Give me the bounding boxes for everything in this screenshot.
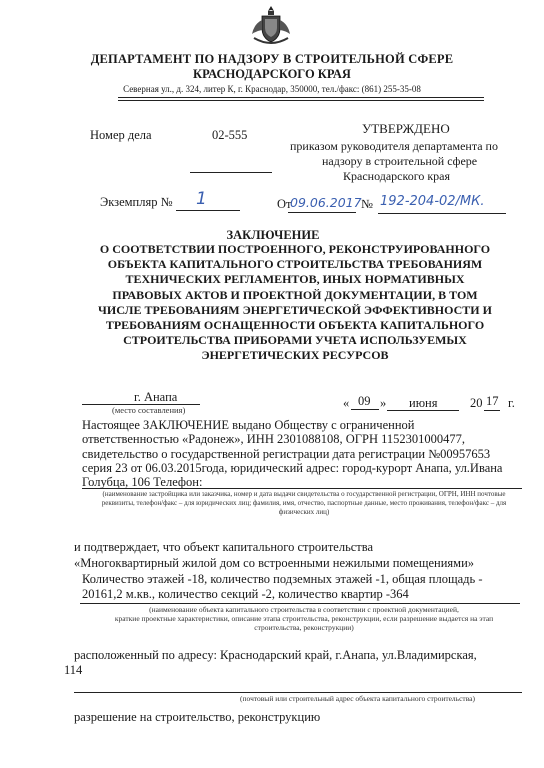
conclusion-title: ЗАКЛЮЧЕНИЕ [226, 228, 320, 242]
date-year-label: г. [508, 396, 515, 410]
conclusion-line: О СООТВЕТСТВИИ ПОСТРОЕННОГО, РЕКОНСТРУИРОВАННОГО [99, 242, 491, 256]
order-from-label: От [277, 197, 292, 211]
header-title-line2: КРАСНОДАРСКОГО КРАЯ [193, 67, 351, 81]
object-name: «Многоквартирный жилой дом со встроенными нежилыми помещениями» [74, 556, 475, 570]
caption-line: строительства, реконструкции) [254, 623, 354, 632]
coat-of-arms-icon [248, 4, 294, 48]
date-month: июня [409, 396, 438, 410]
copy-number-underline [176, 210, 240, 211]
applicant-caption [84, 490, 524, 517]
copy-number-value: 1 [196, 189, 207, 209]
object-underline [80, 603, 520, 604]
case-number-label: Номер дела [90, 128, 152, 142]
conclusion-line: ЭНЕРГЕТИЧЕСКИХ РЕСУРСОВ [201, 348, 389, 363]
date-day: 09 [358, 394, 371, 408]
paragraph-line: свидетельство о государственной регистрации дата регистрации №00957653 [82, 446, 491, 461]
case-number-value: 02-555 [212, 128, 248, 142]
header-divider-thin [118, 100, 484, 101]
header-title-line1: ДЕПАРТАМЕНТ ПО НАДЗОРУ В СТРОИТЕЛЬНОЙ СФЕРЕ [90, 52, 454, 66]
object-details [82, 572, 522, 602]
applicant-underline [82, 488, 522, 489]
place-city: г. Анапа [134, 390, 178, 404]
header-address: Северная ул., д. 324, литер К, г. Краснодар, 350000, тел./факс: (861) 255-35-08 [123, 84, 421, 94]
details-line: 20161,2 м.кв., количество секций -2, количество квартир -364 [82, 587, 409, 601]
order-date-underline [288, 212, 356, 213]
paragraph-line: Голубца, 106 Телефон: [82, 475, 203, 490]
paragraph-line: серия 23 от 06.03.2015года, юридический адрес: город-курорт Анапа, ул.Ивана [82, 460, 503, 475]
date-quote-open: « [343, 396, 350, 410]
caption-line: физических лиц) [278, 508, 330, 516]
location-text [64, 648, 524, 678]
conclusion-line: ТРЕБОВАНИЯМ ОСНАЩЕННОСТИ ОБЪЕКТА КАПИТАЛЬНОГО [105, 318, 485, 333]
object-caption [84, 605, 524, 632]
order-number-underline [378, 213, 506, 214]
caption-line: краткие проектные характеристики, описание этапа строительства, реконструкции, если разрешение выдается на этап [114, 614, 494, 623]
date-quote-close: » [380, 396, 387, 410]
date-month-underline [387, 410, 459, 411]
conclusion-line: СТРОИТЕЛЬСТВА ПРИБОРАМИ УЧЕТА ИСПОЛЬЗУЕМЫХ [123, 333, 467, 348]
approval-line1: приказом руководителя департамента по [290, 139, 498, 153]
conclusion-line: ПРАВОВЫХ АКТОВ И ПРОЕКТНОЙ ДОКУМЕНТАЦИИ, В ТОМ [112, 287, 478, 302]
order-number: 192-204-02/МК. [380, 194, 485, 209]
permit-text: разрешение на строительство, реконструкцию [74, 710, 321, 724]
paragraph-line: ответственностью «Радонеж», ИНН 2301088108, ОГРН 1152301000477, [82, 432, 466, 447]
caption-line: (наименование объекта капитального строительства в соответствии с проектной документацией, [149, 605, 459, 614]
approval-title: УТВЕРЖДЕНО [362, 121, 450, 136]
date-day-underline [351, 409, 379, 410]
order-date: 09.06.2017 [290, 195, 362, 210]
conclusion-subtitle [80, 242, 510, 364]
conclusion-line: ТЕХНИЧЕСКИХ РЕГЛАМЕНТОВ, ИНЫХ НОРМАТИВНЫХ [125, 272, 465, 287]
conclusion-line: ЧИСЛЕ ТРЕБОВАНИЯМ ЭНЕРГЕТИЧЕСКОЙ ЭФФЕКТИВНОСТИ И [98, 302, 492, 317]
date-year-prefix: 20 [470, 396, 483, 410]
approval-line3: Краснодарского края [343, 169, 451, 183]
details-line: Количество этажей -18, количество подземных этажей -1, общая площадь - [82, 572, 483, 586]
approval-line2: надзору в строительной сфере [322, 154, 478, 168]
location-caption: (почтовый или строительный адрес объекта капитального строительства) [240, 694, 475, 703]
location-line: расположенный по адресу: Краснодарский край, г.Анапа, ул.Владимирская, [74, 648, 477, 662]
conclusion-line: ОБЪЕКТА КАПИТАЛЬНОГО СТРОИТЕЛЬСТВА ТРЕБОВАНИЯМ [107, 257, 483, 272]
header-divider [118, 97, 484, 98]
paragraph-line: Настоящее ЗАКЛЮЧЕНИЕ выдано Обществу с ограниченной [82, 418, 415, 432]
place-caption: (место составления) [112, 405, 186, 415]
location-line: 114 [64, 663, 83, 677]
order-number-label: № [361, 197, 373, 211]
caption-line: реквизиты, телефон/факс – для юридических лиц; фамилия, имя, отчество, паспортные данные, место проживания, телефон/факс – для [101, 499, 507, 507]
confirms-text: и подтверждает, что объект капитального строительства [74, 540, 374, 554]
date-year-underline [484, 410, 500, 411]
caption-line: (наименование застройщика или заказчика, номер и дата выдачи свидетельства о государственной регистрации, ОГРН, ИНН почтовые [102, 490, 506, 498]
case-number-underline [190, 172, 272, 173]
date-year-suffix: 17 [486, 394, 499, 408]
issued-to-paragraph [82, 418, 522, 489]
copy-number-label: Экземпляр № [100, 195, 173, 209]
location-underline [74, 692, 522, 693]
